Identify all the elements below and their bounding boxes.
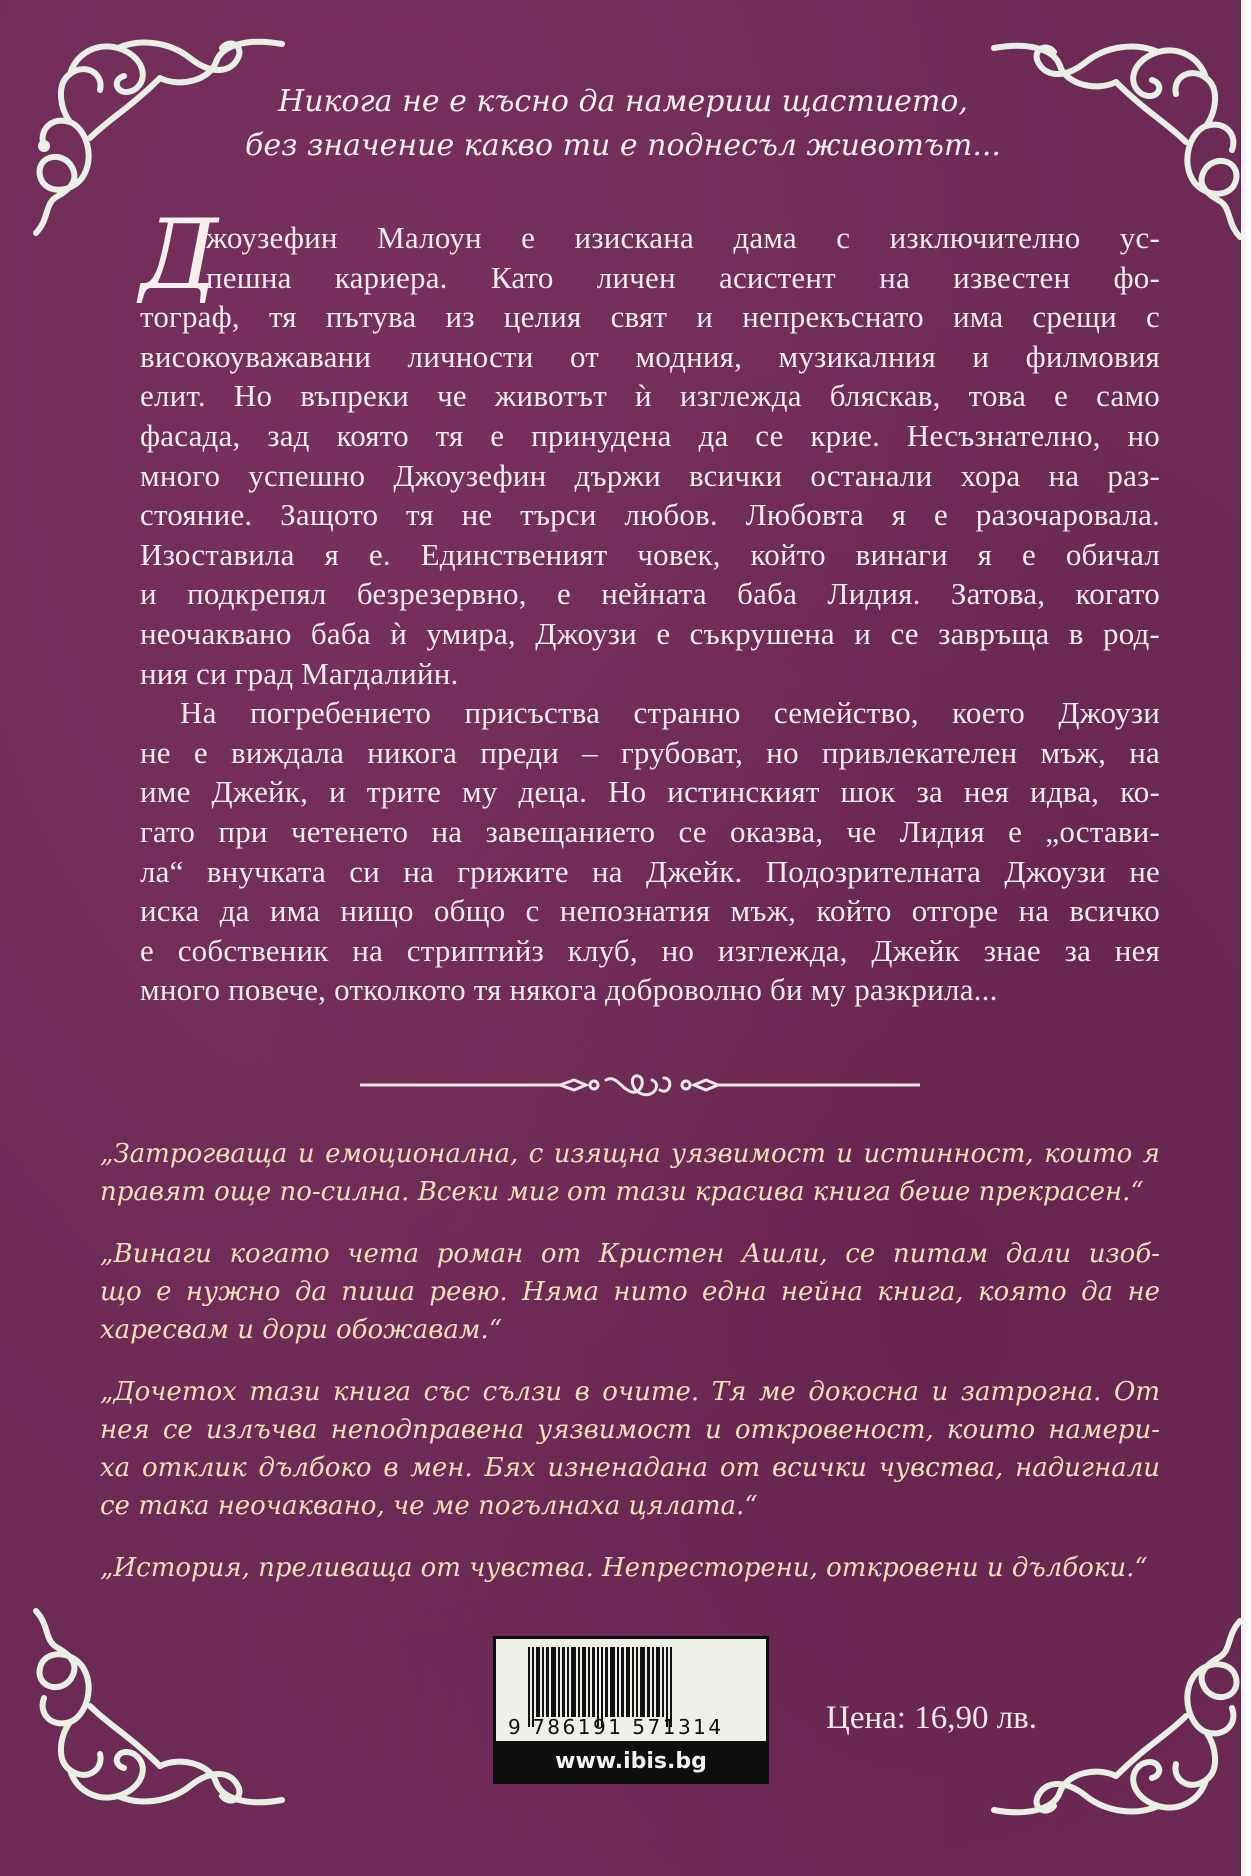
synopsis-line: пешна кариера. Като личен асистент на известен фо- <box>206 259 1160 295</box>
review-line: „Винаги когато чета роман от Кристен Ашли, се питам дали изоб- <box>100 1239 1160 1269</box>
barcode-area <box>496 1639 766 1741</box>
review-quote <box>100 1235 1160 1349</box>
page-edge <box>1241 0 1246 1876</box>
review-quote <box>100 1549 1160 1587</box>
synopsis-line: стояние. Защото тя не търси любов. Любовта я е разочаровала. <box>140 497 1160 533</box>
drop-cap: Д <box>140 199 219 311</box>
publisher-website: www.ibis.bg <box>555 1749 707 1774</box>
isbn-barcode <box>493 1636 769 1784</box>
synopsis-line: елит. Но въпреки че животът ѝ изглежда бляскав, това е само <box>140 378 1160 414</box>
synopsis-line: не е виждала никога преди – грубоват, но привлекателен мъж, на <box>140 734 1160 770</box>
review-line: „История, преливаща от чувства. Непресторени, откровени и дълбоки.“ <box>100 1553 1148 1583</box>
synopsis-line: и подкрепял безрезервно, е нейната баба Лидия. Затова, когато <box>140 576 1160 612</box>
tagline-line: Никога не е късно да намериш щастието, <box>278 84 968 119</box>
synopsis-line: фасада, зад която тя е принудена да се крие. Несъзнателно, но <box>140 417 1160 453</box>
synopsis-line: тограф, тя пътува из целия свят и непрекъснато има срещи с <box>140 299 1160 335</box>
synopsis-line: жоузефин Малоун е изискана дама с изключително ус- <box>206 220 1160 255</box>
synopsis-line: неочаквано баба ѝ умира, Джоузи е съкрушена и се завръща в род- <box>140 615 1160 651</box>
reviews <box>100 1135 1160 1611</box>
tagline-line: без значение какво ти е поднесъл животът... <box>245 128 1001 163</box>
review-line: се така неочаквано, че ме погълнаха цялата.“ <box>100 1491 758 1521</box>
synopsis-line: гато при четенето на завещанието се оказва, че Лидия е „остави- <box>140 813 1160 849</box>
synopsis-line: На погребението присъства странно семейство, което Джоузи <box>180 695 1160 731</box>
review-line: „Затрогваща и емоционална, с изящна уязвимост и истинност, които я <box>100 1139 1160 1169</box>
price-label: Цена: 16,90 лв. <box>826 1700 1038 1736</box>
synopsis-line: Изоставила я е. Единственият човек, който винаги я е обичал <box>140 536 1160 572</box>
flourish-corner-icon <box>30 1596 290 1826</box>
synopsis-line: ла“ внучката си на грижите на Джейк. Подозрителната Джоузи не <box>140 853 1160 889</box>
review-quote <box>100 1135 1160 1211</box>
tagline <box>0 80 1246 168</box>
synopsis-line: ния си град Магдалийн. <box>140 655 459 691</box>
synopsis <box>140 199 1160 1010</box>
synopsis-line: е собственик на стриптийз клуб, но изглежда, Джейк знае за нея <box>140 932 1160 968</box>
synopsis-line: иска да има нищо общо с непознатия мъж, който отгоре на всичко <box>140 893 1160 929</box>
synopsis-line: много успешно Джоузефин държи всички останали хора на раз- <box>140 457 1160 493</box>
review-quote <box>100 1373 1160 1525</box>
review-line: харесвам и дори обожавам.“ <box>100 1315 502 1345</box>
review-line: нея се излъчва неподправена уязвимост и откровеност, които намери- <box>100 1415 1160 1445</box>
review-line: що е нужно да пиша ревю. Няма нито една нейна книга, която да не <box>100 1277 1160 1307</box>
review-line: ха отклик дълбоко в мен. Бях изненадана от всички чувства, надигнали <box>100 1453 1160 1483</box>
ornamental-divider-icon <box>360 1070 920 1100</box>
barcode-icon <box>528 1647 748 1725</box>
review-line: „Дочетох тази книга със сълзи в очите. Тя ме докосна и затрогна. От <box>100 1377 1160 1407</box>
synopsis-line: високоуважавани личности от модния, музикалния и филмовия <box>140 338 1160 374</box>
synopsis-line: име Джейк, и трите му деца. Но истинският шок за нея идва, ко- <box>140 774 1160 810</box>
synopsis-line: много повече, отколкото тя някога доброволно би му разкрила... <box>140 972 998 1008</box>
isbn-number: 9 786191 571314 <box>508 1715 724 1739</box>
review-line: правят още по-силна. Всеки миг от тази красива книга беше прекрасен.“ <box>100 1177 1144 1207</box>
